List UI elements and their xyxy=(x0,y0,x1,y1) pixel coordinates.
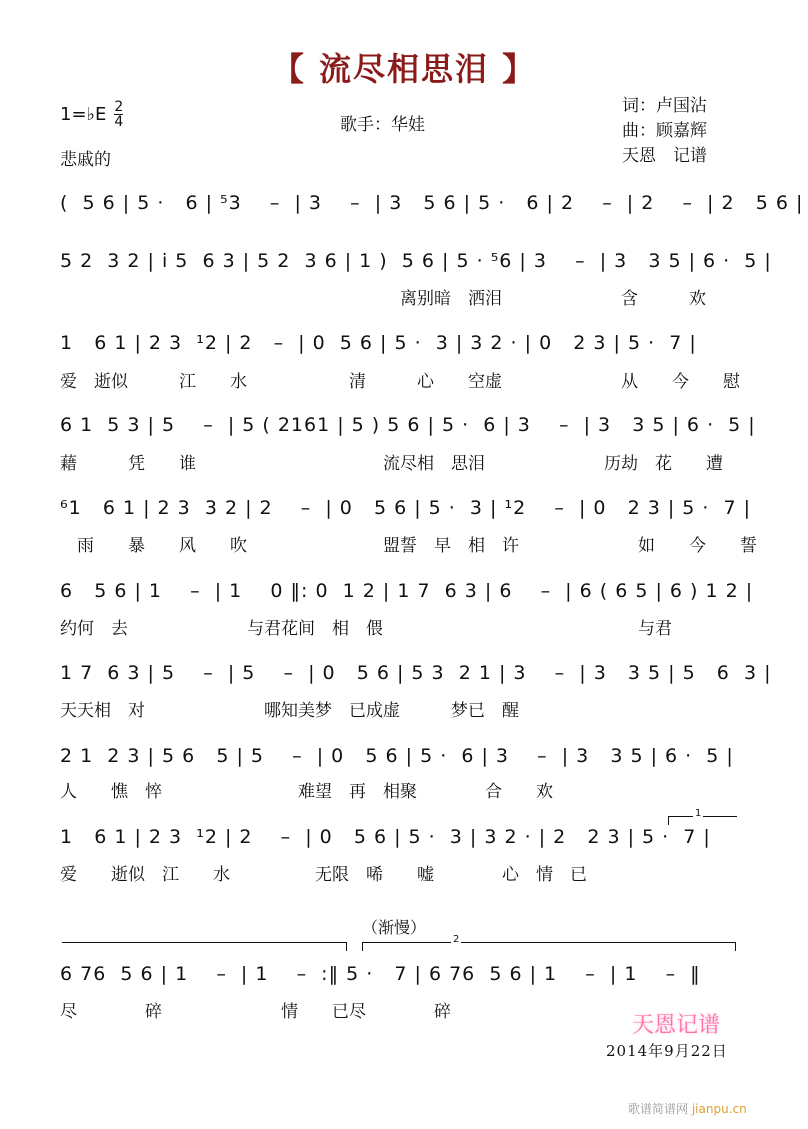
volta-2-bracket xyxy=(362,934,736,951)
lyrics-row: 离别暗 洒泪 含 欢 xyxy=(60,289,706,309)
volta-1-label: 1 xyxy=(695,808,702,819)
lyrics-row: 约何 去 与君花间 相 偎 与君 xyxy=(60,619,672,639)
lyrics-row: 尽 碎 情 已尽 碎 xyxy=(60,1002,451,1022)
time-top: 2 xyxy=(114,99,124,115)
lyrics-row: 雨 暴 风 吹 盟誓 早 相 许 如 今 誓 xyxy=(60,536,757,556)
notation-row: 1 7 6 3 | 5 – | 5 – | 0 5 6 | 5 3 2 1 | 3 – | 3 3 5 | 5 6 3 | xyxy=(60,662,772,684)
notation-row: ( 5 6 | 5 · 6 | ⁵3 – | 3 – | 3 5 6 | 5 · 6 | 2 – | 2 – | 2 5 6 | xyxy=(60,192,804,214)
transcriber: 天恩 记谱 xyxy=(622,146,707,166)
notation-row: ⁶1 6 1 | 2 3 3 2 | 2 – | 0 5 6 | 5 · 3 | ¹2 – | 0 2 3 | 5 · 7 | xyxy=(60,497,752,519)
lyrics-row: 天天相 对 哪知美梦 已成虚 梦已 醒 xyxy=(60,701,519,721)
lyrics-row: 人 憔 悴 难望 再 相聚 合 欢 xyxy=(60,782,553,802)
watermark xyxy=(628,1100,747,1117)
singer: 歌手：华娃 xyxy=(340,115,425,135)
volta-1-bracket xyxy=(668,808,737,825)
mood-marking: 悲戚的 xyxy=(60,150,111,170)
date: 2014年9月22日 xyxy=(606,1042,728,1060)
composer: 曲：顾嘉辉 xyxy=(622,121,707,141)
transcriber-stamp: 天恩记谱 xyxy=(632,1013,721,1038)
notation-row: 6 5 6 | 1 – | 1 0 ‖: 0 1 2 | 1 7 6 3 | 6 – | 6 ( 6 5 | 6 ) 1 2 | xyxy=(60,580,754,602)
lyrics-row: 爱 逝似 江 水 无限 唏 嘘 心 情 已 xyxy=(60,865,587,885)
volta-2-label: 2 xyxy=(453,934,460,945)
tempo-marking: （渐慢） xyxy=(362,918,427,937)
notation-row: 5 2 3 2 | i̇ 5 6 3 | 5 2 3 6 | 1 ) 5 6 | 5 · ⁵6 | 3 – | 3 3 5 | 6 · 5 | xyxy=(60,250,772,272)
key-signature xyxy=(60,100,123,129)
song-title: 【 流尽相思泪 】 xyxy=(271,50,537,88)
notation-row: 6 76 5 6 | 1 – | 1 – :‖ 5 · 7 | 6 76 5 6 | 1 – | 1 – ‖ xyxy=(60,963,701,985)
notation-row: 1 6 1 | 2 3 ¹2 | 2 – | 0 5 6 | 5 · 3 | 3 2 · | 0 2 3 | 5 · 7 | xyxy=(60,332,697,354)
notation-row: 6 1 5 3 | 5 – | 5 ( 2161 | 5 ) 5 6 | 5 · 6 | 3 – | 3 3 5 | 6 · 5 | xyxy=(60,414,756,436)
lyricist: 词：卢国沾 xyxy=(622,96,707,116)
time-signature xyxy=(114,100,123,129)
notation-row: 2 1 2 3 | 5 6 5 | 5 – | 0 5 6 | 5 · 6 | 3 – | 3 3 5 | 6 · 5 | xyxy=(60,745,734,767)
time-bottom: 4 xyxy=(114,114,124,130)
lyrics-row: 爱 逝似 江 水 清 心 空虚 从 今 慰 xyxy=(60,372,740,392)
watermark-text: 歌谱简谱网 xyxy=(628,1102,689,1116)
credits xyxy=(622,94,707,169)
watermark-url: jianpu.cn xyxy=(691,1102,747,1116)
lyrics-row: 藉 凭 谁 流尽相 思泪 历劫 花 遭 xyxy=(60,454,723,474)
volta-bracket-line xyxy=(62,942,347,951)
key: 1=♭E xyxy=(60,104,107,125)
notation-row: 1 6 1 | 2 3 ¹2 | 2 – | 0 5 6 | 5 · 3 | 3 2 · | 2 2 3 | 5 · 7 | xyxy=(60,826,711,848)
